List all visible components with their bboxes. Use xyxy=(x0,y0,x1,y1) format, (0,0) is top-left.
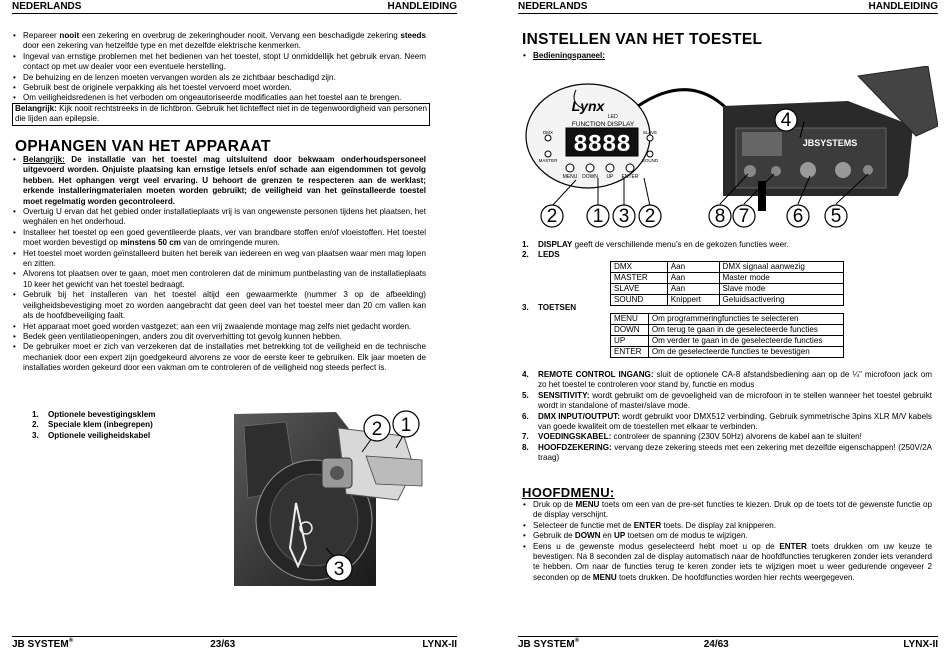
parts-list-item: 3. Optionele veiligheidskabel xyxy=(32,430,151,440)
header-language: NEDERLANDS xyxy=(518,1,588,12)
control-panel-diagram xyxy=(518,66,938,232)
item-display: 1. DISPLAY geeft de verschillende menu’s en de gekozen functies weer. xyxy=(522,240,789,249)
panel-heading-list xyxy=(522,51,605,61)
table-cell: Aan xyxy=(667,284,719,295)
led-row xyxy=(611,262,844,273)
table-cell: Om terug te gaan in de geselecteerde functies xyxy=(648,325,843,336)
callout-number: 3 xyxy=(333,559,345,580)
device-brand: JBSYSTEMS xyxy=(802,138,858,148)
list-item: • Alvorens tot plaatsen over te gaan, moet men controleren dat de minimum puntbelasting van de installatieplaats 10 keer het gewicht van het toestel bedraagt. xyxy=(12,269,426,290)
feature-item: 4. REMOTE CONTROL INGANG: sluit de optionele CA-8 afstandsbediening aan op de ¼” microfoon jack om zo het toestel te controleren voor stand by, functie en modus xyxy=(522,370,933,390)
mounting-clamp-illustration xyxy=(226,408,426,586)
warning-label: Belangrijk: xyxy=(15,104,57,113)
item-leds: 2. LEDS xyxy=(522,250,560,260)
panel-button-down xyxy=(586,164,594,172)
table-cell: Aan xyxy=(667,262,719,273)
list-item: • Gebruik de DOWN en UP toetsen om de modus te wijzigen. xyxy=(522,531,932,541)
right-page xyxy=(518,0,938,654)
led-slave-label: SLAVE xyxy=(642,130,658,135)
list-item: • Het toestel moet worden geïnstalleerd buiten het bereik van iedereen en weg van plaatsen waar men mag lopen en zitten. xyxy=(12,249,426,270)
parts-list-item: 1. Optionele bevestigingsklem xyxy=(32,410,156,419)
led-dmx xyxy=(545,135,551,141)
table-cell: Aan xyxy=(667,273,719,284)
right-footer xyxy=(518,636,938,653)
panel-label: • Bedieningspaneel: xyxy=(522,51,605,61)
callout-number: 2 xyxy=(371,419,383,440)
items-1-2 xyxy=(522,240,932,261)
table-cell: ENTER xyxy=(611,347,649,358)
table-cell: Om de geselecteerde functies te bevestigen xyxy=(648,347,843,358)
footer-page-number: 24/63 xyxy=(703,639,729,650)
list-item: • De behuizing en de lenzen moeten vervangen worden als ze zichtbaar beschadigd zijn. xyxy=(12,73,426,83)
left-page xyxy=(12,0,457,654)
warning-text: Kijk nooit rechtstreeks in de lichtbron. Gebruik het lichteffect niet in de tegenwoordigheid van personen die lijden aan epilepsie. xyxy=(15,104,427,124)
warning-box xyxy=(12,103,430,126)
panel-button-label: DOWN xyxy=(582,174,598,180)
function-display-label: FUNCTION DISPLAY xyxy=(571,121,635,128)
callout-number: 1 xyxy=(592,206,604,227)
feature-item: 5. SENSITIVITY: wordt gebruikt om de gevoeligheid van de microfoon in te stellen wanneer het toestel gebruikt wordt in standalone of master/slave mode. xyxy=(522,390,932,411)
table-cell: DMX xyxy=(611,262,668,273)
key-row xyxy=(611,314,844,325)
callout-number: 7 xyxy=(738,206,750,227)
list-item: • Overtuig U ervan dat het gebied onder installatieplaats vrij is van ongewenste personen tijdens het plaatsen, het weghalen en het onderhoud. xyxy=(12,207,426,228)
items-4-8 xyxy=(522,370,932,464)
footer-model: LYNX-II xyxy=(903,639,938,650)
panel-button-enter xyxy=(626,164,634,172)
feature-item: 7. VOEDINGSKABEL: controleer de spanning (230V 50Hz) alvorens de kabel aan te sluiten! xyxy=(522,432,862,442)
footer-model: LYNX-II xyxy=(422,639,457,650)
table-cell: DMX signaal aanwezig xyxy=(719,262,843,273)
callout-number: 4 xyxy=(780,110,792,131)
led-sound xyxy=(647,151,653,157)
panel-button-label: UP xyxy=(606,174,614,180)
left-header xyxy=(12,0,457,14)
panel-button-label: ENTER xyxy=(621,174,639,180)
list-item: • Om veiligheidsredenen is het verboden om ongeautoriseerde modificaties aan het toestel aan te brengen. xyxy=(12,93,426,103)
parts-list-item: 2. Speciale klem (inbegrepen) xyxy=(32,420,153,430)
section-title-mounting: OPHANGEN VAN HET APPARAAT xyxy=(15,138,271,155)
callout-number: 2 xyxy=(546,206,558,227)
footer-brand: JB SYSTEM® xyxy=(12,638,74,650)
callout-number: 5 xyxy=(830,206,842,227)
led-row xyxy=(611,273,844,284)
callout-number: 2 xyxy=(644,206,656,227)
table-cell: MENU xyxy=(611,314,649,325)
table-cell: Slave mode xyxy=(719,284,843,295)
list-item: • Bedek geen ventilatieopeningen, anders zou dit oververhitting tot gevolg kunnen hebben. xyxy=(12,332,426,342)
mounting-bullets xyxy=(12,207,426,374)
parts-list xyxy=(32,410,202,441)
table-cell: Knippert xyxy=(667,295,719,306)
table-cell: DOWN xyxy=(611,325,649,336)
callout-number: 1 xyxy=(400,415,412,436)
panel-button-label: MENU xyxy=(562,174,578,180)
list-item: • Gebruik bij het installeren van het toestel altijd een gewaarmerkte (nummer 3 op de afbeelding) veiligheidsbevestiging moet zo worden aangebracht dat geen deel van het toestel meer dan 20 cm vallen kan als de hoofdbeveiliging faalt. xyxy=(12,290,426,321)
panel-button-up xyxy=(606,164,614,172)
list-item: • Gebruik best de originele verpakking als het toestel vervoerd moet worden. xyxy=(12,83,426,93)
keys-table xyxy=(610,313,844,358)
key-row xyxy=(611,336,844,347)
item-keys: 3. TOETSEN xyxy=(522,303,577,312)
main-menu-bullets xyxy=(522,500,932,583)
panel-button-menu xyxy=(566,164,574,172)
lynx-logo: Lynx xyxy=(571,98,605,114)
header-language: NEDERLANDS xyxy=(12,1,82,12)
list-item: • Installeer het toestel op een goed geventileerde plaats, ver van brandbare stoffen en/of vloeistoffen. Het toestel moet worden bevestigd op minstens 50 cm van de omringende muren. xyxy=(12,228,426,249)
callout-number: 8 xyxy=(714,206,726,227)
feature-item: 8. HOOFDZEKERING: vervang deze zekering steeds met een zekering met dezelfde eigenschappen! (250V/2A traag) xyxy=(522,442,932,463)
footer-brand: JB SYSTEM® xyxy=(518,638,580,650)
header-title: HANDLEIDING xyxy=(868,1,938,12)
led-master-label: MASTER xyxy=(538,158,558,163)
mounting-block xyxy=(12,155,426,374)
led-master xyxy=(545,151,551,157)
list-item: • Ingeval van ernstige problemen met het bedienen van het toestel, stopt U onmiddellijk het gebruik ervan. Neem contact op met uw dealer voor een eventuele herstelling. xyxy=(12,52,426,73)
lynx-logo-sub: LED xyxy=(608,114,618,120)
list-item: • Druk op de MENU toets om een van de pre-set functies te kiezen. Druk op de toets tot de gewenste functie op de display verschijnt. xyxy=(522,500,932,521)
list-item: • Selecteer de functie met de ENTER toets. De display zal knipperen. xyxy=(522,521,932,531)
safety-bullets xyxy=(12,31,426,104)
led-slave xyxy=(647,135,653,141)
led-dmx-label: DMX xyxy=(543,130,553,135)
table-cell: Master mode xyxy=(719,273,843,284)
important-label: Belangrijk: xyxy=(23,155,65,164)
left-footer xyxy=(12,636,457,653)
list-item: • De gebruiker moet er zich van verzekeren dat de installaties met betrekking tot de veiligheid en de technische mechaniek door een expert zijn goedgekeurd alvorens ze voor de eerste keer te gebruiken. Elk jaar moeten de installaties worden gekeurd door een vakman om te controleren of de veiligheid nog steeds perfect is. xyxy=(12,342,426,373)
right-header xyxy=(518,0,938,14)
led-sound-label: SOUND xyxy=(641,158,659,163)
callout-number: 3 xyxy=(618,206,630,227)
footer-page-number: 23/63 xyxy=(210,639,236,650)
section-title-setup: INSTELLEN VAN HET TOESTEL xyxy=(522,31,763,48)
led-row xyxy=(611,295,844,306)
leds-table xyxy=(610,261,844,306)
list-item: • Het apparaat moet goed worden vastgezet; aan een vrij zwaaiende montage mag zelfs niet gedacht worden. xyxy=(12,322,426,332)
table-cell: SOUND xyxy=(611,295,668,306)
key-row xyxy=(611,325,844,336)
feature-item: 6. DMX INPUT/OUTPUT: wordt gebruikt voor DMX512 verbinding. Gebruik symmetrische 3pins XLR M/V kabels van goede kwaliteit om de toestellen met elkaar te verbinden. xyxy=(522,411,932,432)
table-cell: UP xyxy=(611,336,649,347)
important-text: De installatie van het toestel mag uitsluitend door bekwaam onderhoudspersoneel uitgevoerd worden. Onjuiste plaatsing kan ernstige letsels en/of schade aan eigendommen tot gevolg hebben. Het ophangen vergt veel ervaring. U behoort de grenzen te respecteren aan de werklast; erkende installeringmaterialen moeten worden gebruikt; de veiligheid van het geïnstalleerde toestel moet regelmatig worden gecontroleerd. xyxy=(23,155,426,206)
table-cell: Geluidsactivering xyxy=(719,295,843,306)
callout-number: 6 xyxy=(792,206,804,227)
display-digits: 8888 xyxy=(573,132,631,159)
table-cell: MASTER xyxy=(611,273,668,284)
header-title: HANDLEIDING xyxy=(387,1,457,12)
led-row xyxy=(611,284,844,295)
table-cell: Om verder te gaan in de geselecteerde functies xyxy=(648,336,843,347)
key-row xyxy=(611,347,844,358)
table-cell: SLAVE xyxy=(611,284,668,295)
list-item: • Eens u de gewenste modus geselecteerd hebt moet u op de ENTER toets drukken om uw keuze te bevestigen. Na 8 seconden zal de display automatisch naar de hoofdfuncties terugkeren zonder iets veranderd te hebben. Om naar de functies terug te keren zonder iets te wijzigen moet u weer gedurende ongeveer 2 seconden op de MENU toets drukken. De hoofdfuncties worden hier rechts weergegeven. xyxy=(522,542,932,584)
important-note xyxy=(12,155,426,207)
section-title-main-menu: HOOFDMENU: xyxy=(522,485,615,500)
table-cell: Om programmeringfuncties te selecteren xyxy=(648,314,843,325)
list-item: • Repareer nooit een zekering en overbrug de zekeringhouder nooit. Vervang een beschadigde zekering steeds door een zekering van hetzelfde type en met dezelfde elektrische kenmerken. xyxy=(12,31,426,52)
